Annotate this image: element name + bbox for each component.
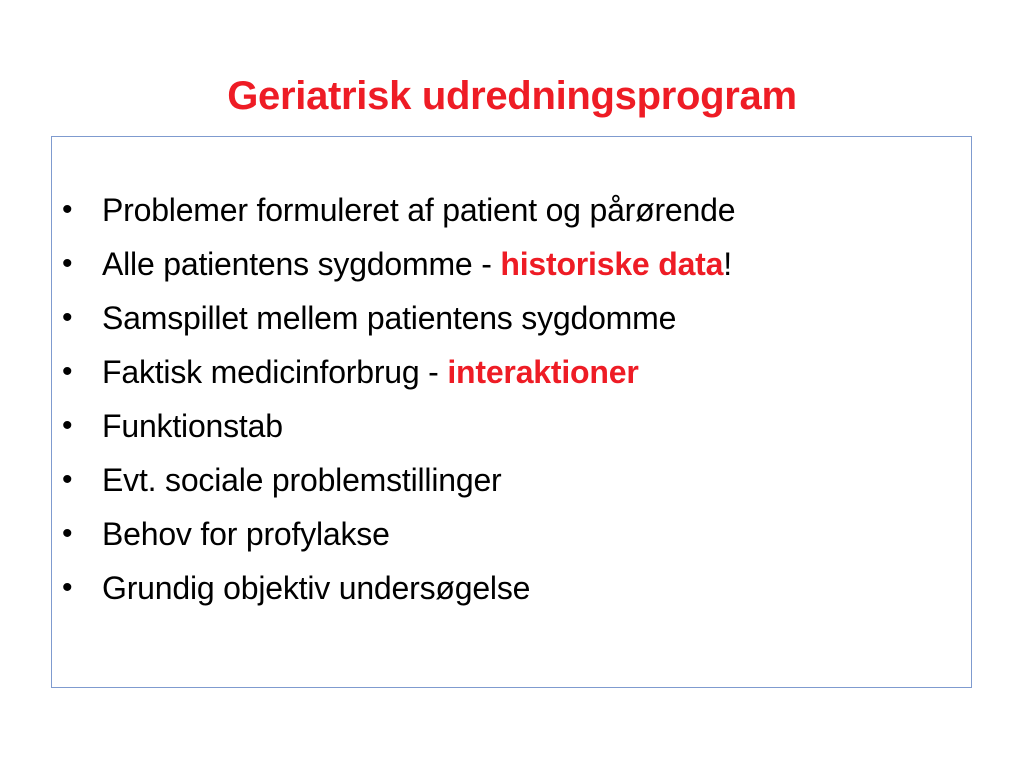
list-item bbox=[52, 507, 971, 561]
highlighted-text: interaktioner bbox=[447, 354, 639, 390]
list-item bbox=[52, 237, 971, 291]
list-item bbox=[52, 291, 971, 345]
list-item-text: Evt. sociale problemstillinger bbox=[102, 462, 502, 498]
bullet-list bbox=[52, 183, 971, 615]
bullet-icon: • bbox=[62, 463, 73, 496]
list-item-text: Behov for profylakse bbox=[102, 516, 390, 552]
bullet-icon: • bbox=[62, 409, 73, 442]
content-box bbox=[51, 136, 972, 688]
list-item bbox=[52, 561, 971, 615]
list-item-text: Grundig objektiv undersøgelse bbox=[102, 570, 531, 606]
highlighted-text: historiske data bbox=[500, 246, 724, 282]
bullet-icon: • bbox=[62, 301, 73, 334]
bullet-icon: • bbox=[62, 571, 73, 604]
bullet-icon: • bbox=[62, 247, 73, 280]
bullet-icon: • bbox=[62, 193, 73, 226]
list-item-text: Problemer formuleret af patient og pårørende bbox=[102, 192, 736, 228]
slide-title: Geriatrisk udredningsprogram bbox=[227, 74, 797, 118]
list-item bbox=[52, 453, 971, 507]
list-item bbox=[52, 345, 971, 399]
list-item-text: Samspillet mellem patientens sygdomme bbox=[102, 300, 677, 336]
list-item bbox=[52, 183, 971, 237]
list-item-text: Alle patientens sygdomme - historiske data! bbox=[102, 246, 732, 282]
list-item-text: Faktisk medicinforbrug - interaktioner bbox=[102, 354, 639, 390]
bullet-icon: • bbox=[62, 355, 73, 388]
bullet-icon: • bbox=[62, 517, 73, 550]
list-item-text: Funktionstab bbox=[102, 408, 283, 444]
list-item bbox=[52, 399, 971, 453]
